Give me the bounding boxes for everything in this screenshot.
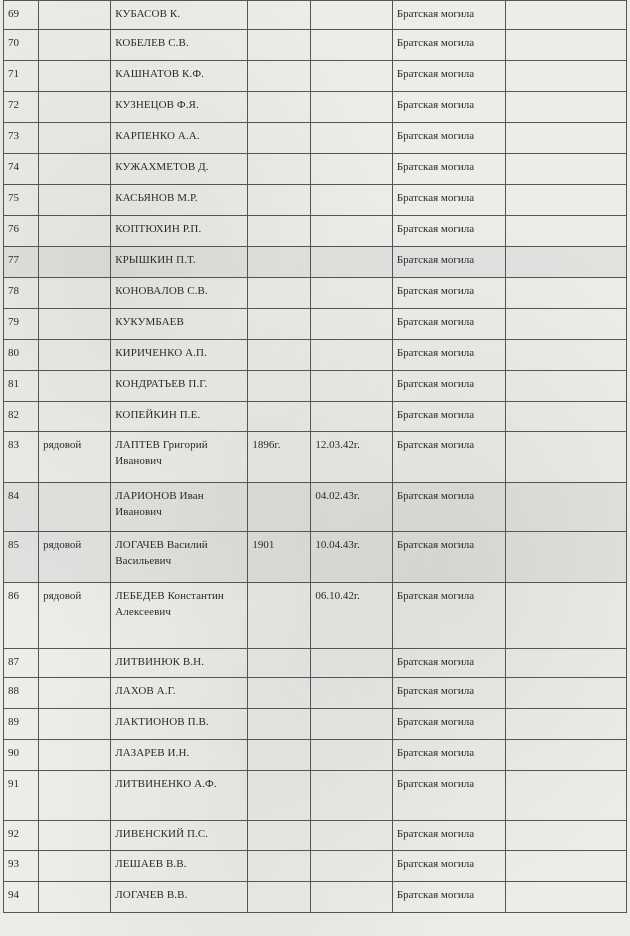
notes-cell [506, 821, 627, 851]
table-row [4, 882, 627, 913]
row-number: 92 [4, 821, 39, 851]
rank-cell [39, 92, 111, 123]
rank-cell [39, 649, 111, 678]
birth-year-cell [248, 649, 311, 678]
table-row [4, 30, 627, 61]
name-cell: ЛИТВИНЕНКО А.Ф. [111, 771, 248, 821]
notes-cell [506, 532, 627, 583]
name-cell: ЛОГАЧЕВ Василий Васильевич [111, 532, 248, 583]
table-row [4, 851, 627, 882]
notes-cell [506, 309, 627, 340]
burial-place-cell: Братская могила [392, 247, 505, 278]
birth-year-cell [248, 882, 311, 913]
row-number: 88 [4, 678, 39, 709]
name-cell: КОНДРАТЬЕВ П.Г. [111, 371, 248, 402]
row-number: 86 [4, 583, 39, 649]
row-number: 78 [4, 278, 39, 309]
burial-place-cell: Братская могила [392, 185, 505, 216]
birth-year-cell [248, 371, 311, 402]
row-number: 90 [4, 740, 39, 771]
notes-cell [506, 649, 627, 678]
name-cell: КОПЕЙКИН П.Е. [111, 402, 248, 432]
death-date-cell [311, 709, 392, 740]
burial-place-cell: Братская могила [392, 678, 505, 709]
rank-cell [39, 821, 111, 851]
rank-cell [39, 340, 111, 371]
notes-cell [506, 740, 627, 771]
birth-year-cell: 1901 [248, 532, 311, 583]
death-date-cell [311, 247, 392, 278]
death-date-cell [311, 771, 392, 821]
name-cell: ЛАПТЕВ Григорий Иванович [111, 432, 248, 483]
death-date-cell [311, 371, 392, 402]
notes-cell [506, 709, 627, 740]
death-date-cell: 10.04.43г. [311, 532, 392, 583]
table-row [4, 154, 627, 185]
table-row [4, 340, 627, 371]
birth-year-cell [248, 583, 311, 649]
burial-place-cell: Братская могила [392, 532, 505, 583]
name-cell: ЛЕШАЕВ В.В. [111, 851, 248, 882]
birth-year-cell [248, 278, 311, 309]
rank-cell [39, 278, 111, 309]
burial-place-cell: Братская могила [392, 821, 505, 851]
table-row [4, 821, 627, 851]
burial-place-cell: Братская могила [392, 309, 505, 340]
death-date-cell [311, 216, 392, 247]
burial-place-cell: Братская могила [392, 61, 505, 92]
birth-year-cell [248, 61, 311, 92]
name-cell: КАСЬЯНОВ М.Р. [111, 185, 248, 216]
row-number: 72 [4, 92, 39, 123]
birth-year-cell [248, 709, 311, 740]
rank-cell [39, 216, 111, 247]
birth-year-cell [248, 247, 311, 278]
row-number: 73 [4, 123, 39, 154]
notes-cell [506, 678, 627, 709]
row-number: 93 [4, 851, 39, 882]
table-row [4, 532, 627, 583]
notes-cell [506, 771, 627, 821]
table-row [4, 216, 627, 247]
burial-place-cell: Братская могила [392, 216, 505, 247]
row-number: 89 [4, 709, 39, 740]
name-cell: КУКУМБАЕВ [111, 309, 248, 340]
row-number: 82 [4, 402, 39, 432]
burial-place-cell: Братская могила [392, 402, 505, 432]
row-number: 87 [4, 649, 39, 678]
rank-cell [39, 740, 111, 771]
birth-year-cell [248, 185, 311, 216]
table-row [4, 92, 627, 123]
rank-cell: рядовой [39, 432, 111, 483]
row-number: 70 [4, 30, 39, 61]
burial-place-cell: Братская могила [392, 371, 505, 402]
birth-year-cell [248, 216, 311, 247]
notes-cell [506, 851, 627, 882]
death-date-cell: 04.02.43г. [311, 483, 392, 532]
burial-place-cell: Братская могила [392, 1, 505, 30]
death-date-cell [311, 402, 392, 432]
death-date-cell [311, 1, 392, 30]
birth-year-cell [248, 771, 311, 821]
name-cell: КАШНАТОВ К.Ф. [111, 61, 248, 92]
name-cell: ЛЕБЕДЕВ Константин Алексеевич [111, 583, 248, 649]
death-date-cell [311, 185, 392, 216]
burial-place-cell: Братская могила [392, 771, 505, 821]
burial-place-cell: Братская могила [392, 483, 505, 532]
table-row [4, 432, 627, 483]
death-date-cell [311, 851, 392, 882]
rank-cell [39, 30, 111, 61]
birth-year-cell [248, 340, 311, 371]
name-cell: ЛАХОВ А.Г. [111, 678, 248, 709]
rank-cell [39, 154, 111, 185]
rank-cell: рядовой [39, 532, 111, 583]
rank-cell [39, 309, 111, 340]
rank-cell [39, 402, 111, 432]
birth-year-cell [248, 123, 311, 154]
notes-cell [506, 92, 627, 123]
rank-cell [39, 1, 111, 30]
rank-cell [39, 882, 111, 913]
row-number: 69 [4, 1, 39, 30]
row-number: 77 [4, 247, 39, 278]
row-number: 91 [4, 771, 39, 821]
death-date-cell [311, 309, 392, 340]
rank-cell [39, 371, 111, 402]
rank-cell [39, 709, 111, 740]
name-cell: ЛАЗАРЕВ И.Н. [111, 740, 248, 771]
rank-cell [39, 61, 111, 92]
table-row [4, 309, 627, 340]
row-number: 80 [4, 340, 39, 371]
birth-year-cell [248, 309, 311, 340]
death-date-cell [311, 92, 392, 123]
death-date-cell [311, 649, 392, 678]
death-date-cell [311, 882, 392, 913]
death-date-cell [311, 30, 392, 61]
birth-year-cell [248, 851, 311, 882]
table-row [4, 709, 627, 740]
burial-place-cell: Братская могила [392, 740, 505, 771]
table-row [4, 61, 627, 92]
table-row [4, 402, 627, 432]
burial-place-cell: Братская могила [392, 583, 505, 649]
death-date-cell [311, 154, 392, 185]
row-number: 83 [4, 432, 39, 483]
burial-place-cell: Братская могила [392, 340, 505, 371]
row-number: 84 [4, 483, 39, 532]
notes-cell [506, 216, 627, 247]
notes-cell [506, 185, 627, 216]
birth-year-cell [248, 678, 311, 709]
row-number: 94 [4, 882, 39, 913]
row-number: 71 [4, 61, 39, 92]
row-number: 85 [4, 532, 39, 583]
notes-cell [506, 432, 627, 483]
death-date-cell [311, 340, 392, 371]
burial-place-cell: Братская могила [392, 123, 505, 154]
notes-cell [506, 1, 627, 30]
notes-cell [506, 340, 627, 371]
burial-list-table [3, 0, 627, 913]
name-cell: КОПТЮХИН Р.П. [111, 216, 248, 247]
burial-place-cell: Братская могила [392, 709, 505, 740]
burial-place-cell: Братская могила [392, 92, 505, 123]
burial-place-cell: Братская могила [392, 432, 505, 483]
name-cell: КОБЕЛЕВ С.В. [111, 30, 248, 61]
burial-place-cell: Братская могила [392, 851, 505, 882]
notes-cell [506, 583, 627, 649]
death-date-cell [311, 821, 392, 851]
table-row [4, 185, 627, 216]
notes-cell [506, 882, 627, 913]
name-cell: ЛИВЕНСКИЙ П.С. [111, 821, 248, 851]
table-row [4, 678, 627, 709]
notes-cell [506, 123, 627, 154]
rank-cell [39, 483, 111, 532]
name-cell: ЛАРИОНОВ Иван Иванович [111, 483, 248, 532]
rank-cell [39, 771, 111, 821]
table-row [4, 123, 627, 154]
birth-year-cell [248, 30, 311, 61]
table-row [4, 740, 627, 771]
notes-cell [506, 247, 627, 278]
table-row [4, 649, 627, 678]
table-row [4, 771, 627, 821]
table-row [4, 247, 627, 278]
birth-year-cell [248, 92, 311, 123]
notes-cell [506, 30, 627, 61]
death-date-cell: 12.03.42г. [311, 432, 392, 483]
name-cell: КУЖАХМЕТОВ Д. [111, 154, 248, 185]
row-number: 76 [4, 216, 39, 247]
rank-cell [39, 851, 111, 882]
name-cell: КИРИЧЕНКО А.П. [111, 340, 248, 371]
name-cell: ЛИТВИНЮК В.Н. [111, 649, 248, 678]
death-date-cell [311, 61, 392, 92]
table-row [4, 483, 627, 532]
notes-cell [506, 483, 627, 532]
name-cell: КРЫШКИН П.Т. [111, 247, 248, 278]
rank-cell [39, 185, 111, 216]
name-cell: ЛАКТИОНОВ П.В. [111, 709, 248, 740]
birth-year-cell: 1896г. [248, 432, 311, 483]
notes-cell [506, 61, 627, 92]
notes-cell [506, 402, 627, 432]
notes-cell [506, 371, 627, 402]
notes-cell [506, 278, 627, 309]
rank-cell: рядовой [39, 583, 111, 649]
birth-year-cell [248, 740, 311, 771]
birth-year-cell [248, 1, 311, 30]
rank-cell [39, 123, 111, 154]
name-cell: КУБАСОВ К. [111, 1, 248, 30]
table-row [4, 1, 627, 30]
table-row [4, 371, 627, 402]
notes-cell [506, 154, 627, 185]
death-date-cell [311, 678, 392, 709]
birth-year-cell [248, 154, 311, 185]
death-date-cell: 06.10.42г. [311, 583, 392, 649]
birth-year-cell [248, 821, 311, 851]
burial-place-cell: Братская могила [392, 649, 505, 678]
rank-cell [39, 247, 111, 278]
name-cell: КАРПЕНКО А.А. [111, 123, 248, 154]
burial-place-cell: Братская могила [392, 154, 505, 185]
death-date-cell [311, 740, 392, 771]
row-number: 75 [4, 185, 39, 216]
name-cell: КУЗНЕЦОВ Ф.Я. [111, 92, 248, 123]
row-number: 81 [4, 371, 39, 402]
birth-year-cell [248, 402, 311, 432]
table-row [4, 583, 627, 649]
table-row [4, 278, 627, 309]
name-cell: ЛОГАЧЕВ В.В. [111, 882, 248, 913]
burial-place-cell: Братская могила [392, 882, 505, 913]
death-date-cell [311, 123, 392, 154]
table-body [4, 1, 627, 913]
name-cell: КОНОВАЛОВ С.В. [111, 278, 248, 309]
row-number: 74 [4, 154, 39, 185]
rank-cell [39, 678, 111, 709]
death-date-cell [311, 278, 392, 309]
row-number: 79 [4, 309, 39, 340]
birth-year-cell [248, 483, 311, 532]
burial-place-cell: Братская могила [392, 278, 505, 309]
burial-place-cell: Братская могила [392, 30, 505, 61]
